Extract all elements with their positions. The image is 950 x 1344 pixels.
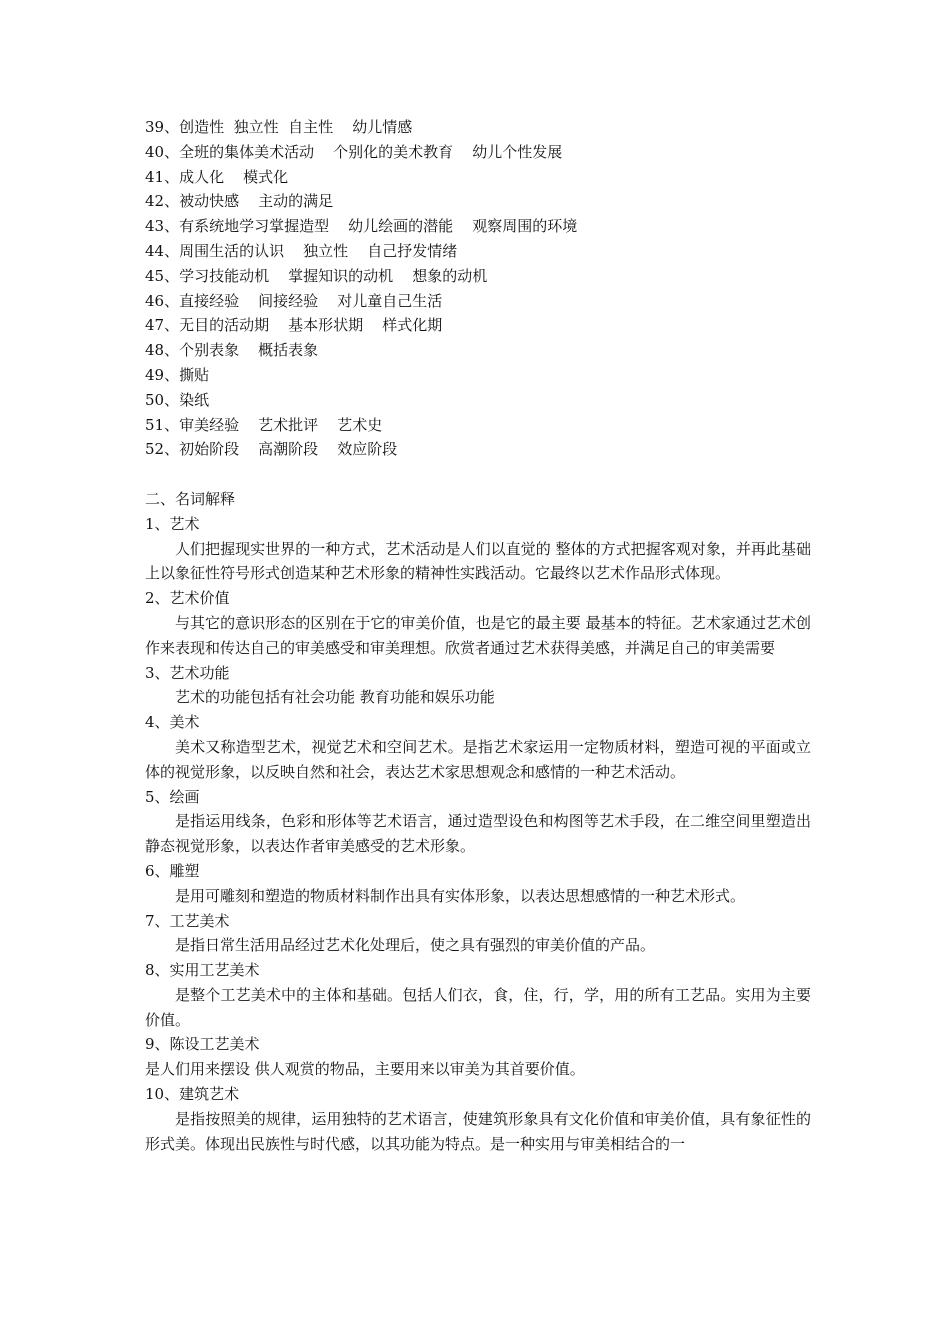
term-title: 10、建筑艺术	[145, 1085, 240, 1104]
answer-line-39: 39、创造性 独立性 自主性 幼儿情感	[145, 118, 413, 136]
answer-line-41: 41、成人化 模式化	[145, 167, 289, 186]
answer-line-45: 45、学习技能动机 掌握知识的动机 想象的动机	[145, 266, 488, 285]
term-title: 9、陈设工艺美术	[145, 1035, 260, 1054]
term-title: 8、实用工艺美术	[145, 961, 260, 980]
section-spacer	[145, 462, 811, 487]
answer-list	[145, 115, 811, 462]
answer-line-40: 40、全班的集体美术活动 个别化的美术教育 幼儿个性发展	[145, 142, 563, 161]
term-definition: 是指按照美的规律，运用独特的艺术语言，使建筑形象具有文化价值和审美价值，具有象征性的形式美。体现出民族性与时代感，以其功能为特点。是一种实用与审美相结合的一	[145, 1109, 811, 1153]
term-definition: 是指运用线条，色彩和形体等艺术语言，通过造型设色和构图等艺术手段，在二维空间里塑造出静态视觉形象，以表达作者审美感受的艺术形象。	[145, 812, 811, 856]
term-definition: 是整个工艺美术中的主体和基础。包括人们衣，食，住，行，学，用的所有工艺品。实用为主要价值。	[145, 985, 811, 1029]
answer-line-49: 49、撕贴	[145, 365, 210, 384]
answer-line-51: 51、审美经验 艺术批评 艺术史	[145, 415, 383, 434]
term-title: 3、艺术功能	[145, 663, 230, 682]
section-title: 二、名词解释	[145, 489, 236, 508]
term-definition: 与其它的意识形态的区别在于它的审美价值，也是它的最主要 最基本的特征。艺术家通过艺术创作来表现和传达自己的审美感受和审美理想。欣赏者通过艺术获得美感，并满足自己的审美需要	[145, 613, 811, 657]
term-definition: 美术又称造型艺术，视觉艺术和空间艺术。是指艺术家运用一定物质材料，塑造可视的平面或立体的视觉形象，以反映自然和社会，表达艺术家思想观念和感情的一种艺术活动。	[145, 737, 811, 781]
term-definition: 是用可雕刻和塑造的物质材料制作出具有实体形象，以表达思想感情的一种艺术形式。	[175, 886, 746, 905]
term-definition: 是人们用来摆设 供人观赏的物品，主要用来以审美为其首要价值。	[145, 1060, 585, 1079]
document-page	[145, 115, 811, 1156]
term-definition: 是指日常生活用品经过艺术化处理后，使之具有强烈的审美价值的产品。	[175, 936, 656, 955]
term-title: 7、工艺美术	[145, 911, 230, 930]
term-definition: 人们把握现实世界的一种方式，艺术活动是人们以直觉的 整体的方式把握客观对象，并再此基础上以象征性符号形式创造某种艺术形象的精神性实践活动。它最终以艺术作品形式体现。	[145, 539, 811, 583]
term-title: 5、绘画	[145, 787, 200, 806]
answer-line-50: 50、染纸	[145, 390, 210, 409]
term-title: 2、艺术价值	[145, 589, 230, 608]
term-title: 4、美术	[145, 713, 200, 732]
answer-line-48: 48、个别表象 概括表象	[145, 341, 319, 360]
answer-line-47: 47、无目的活动期 基本形状期 样式化期	[145, 316, 443, 335]
term-title: 6、雕塑	[145, 861, 200, 880]
term-list	[145, 512, 811, 1157]
answer-line-52: 52、初始阶段 高潮阶段 效应阶段	[145, 440, 398, 459]
answer-line-44: 44、周围生活的认识 独立性 自己抒发情绪	[145, 241, 458, 260]
term-title: 1、艺术	[145, 514, 200, 533]
answer-line-43: 43、有系统地学习掌握造型 幼儿绘画的潜能 观察周围的环境	[145, 217, 578, 236]
term-definition: 艺术的功能包括有社会功能 教育功能和娱乐功能	[175, 688, 495, 707]
answer-line-46: 46、直接经验 间接经验 对儿童自己生活	[145, 291, 443, 310]
answer-line-42: 42、被动快感 主动的满足	[145, 192, 334, 211]
